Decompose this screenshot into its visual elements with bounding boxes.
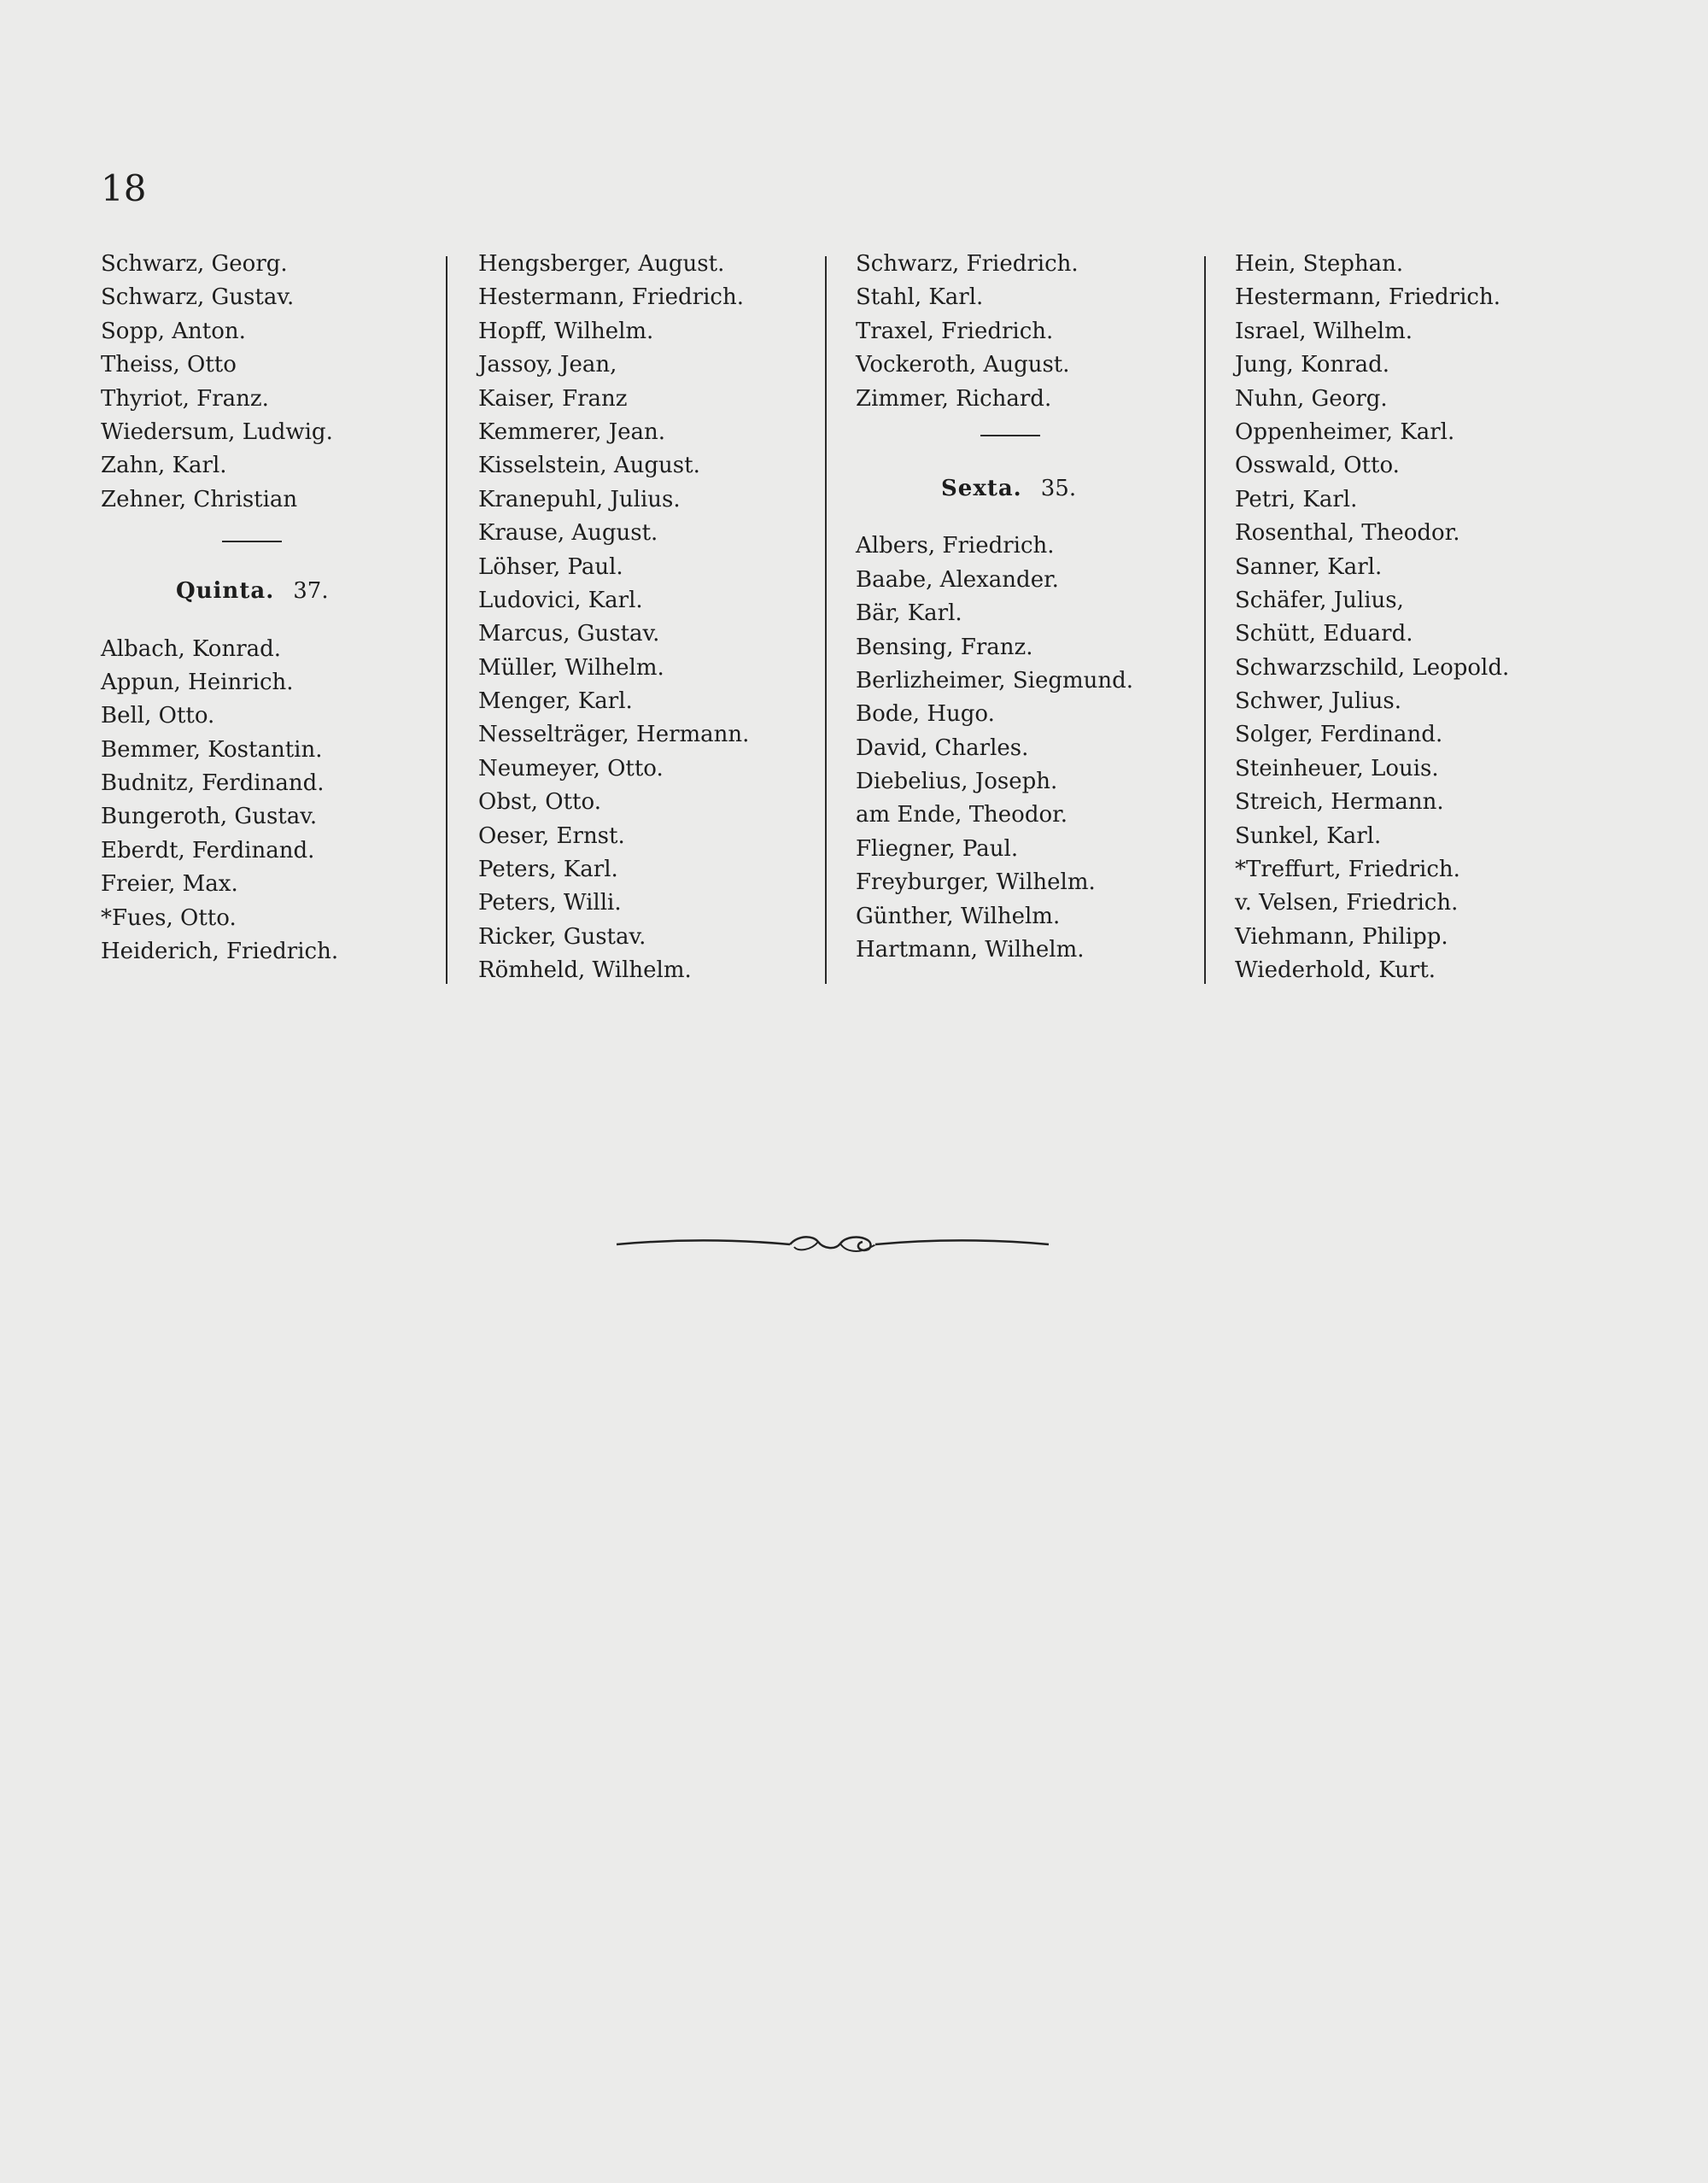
column-rule	[1204, 256, 1206, 984]
list-item: Albers, Friedrich.	[856, 533, 1055, 559]
list-item: Schwer, Julius.	[1235, 688, 1402, 715]
list-item: Petri, Karl.	[1235, 486, 1358, 512]
list-item: Eberdt, Ferdinand.	[101, 837, 315, 863]
list-item: v. Velsen, Friedrich.	[1235, 890, 1459, 916]
list-item: Albach, Konrad.	[101, 635, 282, 662]
list-item: Sanner, Karl.	[1235, 553, 1383, 580]
list-item: Ludovici, Karl.	[478, 587, 643, 613]
column-4	[1235, 248, 1611, 988]
list-item: Ricker, Gustav.	[478, 923, 646, 950]
list-item: Fliegner, Paul.	[856, 835, 1019, 862]
column-rule	[446, 256, 447, 984]
list-item: Viehmann, Philipp.	[1235, 923, 1448, 950]
list-item: Nuhn, Georg.	[1235, 385, 1388, 412]
list-item: Peters, Willi.	[478, 890, 622, 916]
list-item: Hartmann, Wilhelm.	[856, 937, 1085, 963]
list-item: Osswald, Otto.	[1235, 453, 1400, 479]
list-item: Stahl, Karl.	[856, 284, 984, 311]
list-item: Hopff, Wilhelm.	[478, 318, 654, 344]
list-item: Römheld, Wilhelm.	[478, 957, 692, 984]
list-item: Löhser, Paul.	[478, 553, 623, 580]
section-divider	[980, 435, 1040, 436]
page-number: 18	[101, 167, 147, 209]
list-item: Schwarzschild, Leopold.	[1235, 654, 1510, 681]
column-rule	[825, 256, 827, 984]
list-item: Baabe, Alexander.	[856, 566, 1059, 593]
section-divider	[222, 541, 282, 542]
list-item: David, Charles.	[856, 734, 1029, 761]
list-item: Oeser, Ernst.	[478, 822, 625, 849]
list-item: Hein, Stephan.	[1235, 251, 1404, 277]
list-item: Theiss, Otto	[101, 352, 237, 378]
list-item: Thyriot, Franz.	[101, 385, 269, 412]
list-item: Marcus, Gustav.	[478, 621, 660, 647]
list-item: Günther, Wilhelm.	[856, 903, 1061, 929]
list-item: Traxel, Friedrich.	[856, 318, 1054, 344]
list-item: Israel, Wilhelm.	[1235, 318, 1413, 344]
list-item: Zimmer, Richard.	[856, 385, 1052, 412]
list-item: Freier, Max.	[101, 871, 238, 898]
list-item: Jassoy, Jean,	[478, 352, 617, 378]
list-item: Bemmer, Kostantin.	[101, 736, 323, 763]
list-item: Vockeroth, August.	[856, 352, 1070, 378]
list-item: Zehner, Christian	[101, 486, 298, 512]
list-item: Peters, Karl.	[478, 857, 618, 883]
list-item: Heiderich, Friedrich.	[101, 939, 339, 965]
list-item: Kranepuhl, Julius.	[478, 486, 681, 512]
class-heading-name: Sexta.	[941, 475, 1022, 501]
class-heading-sexta	[941, 472, 1197, 506]
list-item: Bär, Karl.	[856, 600, 962, 627]
list-item: Schwarz, Gustav.	[101, 284, 295, 311]
list-item: Wiederhold, Kurt.	[1235, 957, 1436, 984]
ornament-flourish	[615, 1230, 1050, 1259]
class-heading-count: 37.	[293, 578, 329, 605]
column-3	[856, 248, 1197, 967]
list-item: Rosenthal, Theodor.	[1235, 520, 1460, 547]
list-item: Steinheuer, Louis.	[1235, 755, 1439, 781]
list-item: Bensing, Franz.	[856, 634, 1033, 660]
list-item: Streich, Hermann.	[1235, 789, 1444, 816]
list-item: Hestermann, Friedrich.	[478, 284, 744, 311]
list-item: Kisselstein, August.	[478, 453, 700, 479]
list-item: *Fues, Otto.	[101, 904, 237, 931]
list-item: Zahn, Karl.	[101, 453, 227, 479]
list-item: Diebelius, Joseph.	[856, 769, 1058, 795]
list-item: Wiedersum, Ludwig.	[101, 418, 333, 445]
class-heading-name: Quinta.	[176, 578, 275, 605]
column-1	[101, 248, 442, 969]
list-item: Schütt, Eduard.	[1235, 621, 1413, 647]
list-item: Menger, Karl.	[478, 688, 633, 715]
column-2	[478, 248, 820, 988]
list-item: Schwarz, Georg.	[101, 251, 288, 277]
list-item: Bell, Otto.	[101, 703, 215, 729]
list-item: Budnitz, Ferdinand.	[101, 770, 325, 797]
list-item: Hengsberger, August.	[478, 251, 725, 277]
list-item: *Treffurt, Friedrich.	[1235, 857, 1460, 883]
list-item: am Ende, Theodor.	[856, 802, 1068, 828]
list-item: Sopp, Anton.	[101, 318, 246, 344]
list-item: Solger, Ferdinand.	[1235, 722, 1443, 748]
list-item: Bode, Hugo.	[856, 701, 995, 728]
list-item: Bungeroth, Gustav.	[101, 804, 318, 830]
list-item: Appun, Heinrich.	[101, 669, 294, 695]
list-item: Schäfer, Julius,	[1235, 587, 1404, 613]
list-item: Kemmerer, Jean.	[478, 418, 666, 445]
list-item: Nesselträger, Hermann.	[478, 722, 750, 748]
list-item: Hestermann, Friedrich.	[1235, 284, 1500, 311]
list-item: Obst, Otto.	[478, 789, 601, 816]
list-item: Oppenheimer, Karl.	[1235, 418, 1455, 445]
list-item: Kaiser, Franz	[478, 385, 628, 412]
list-item: Sunkel, Karl.	[1235, 822, 1382, 849]
list-item: Schwarz, Friedrich.	[856, 251, 1079, 277]
class-heading-quinta	[176, 575, 442, 608]
list-item: Berlizheimer, Siegmund.	[856, 667, 1134, 694]
class-heading-count: 35.	[1040, 475, 1077, 501]
list-item: Krause, August.	[478, 520, 658, 547]
list-item: Jung, Konrad.	[1235, 352, 1390, 378]
list-item: Neumeyer, Otto.	[478, 755, 664, 781]
list-item: Müller, Wilhelm.	[478, 654, 664, 681]
list-item: Freyburger, Wilhelm.	[856, 869, 1096, 896]
